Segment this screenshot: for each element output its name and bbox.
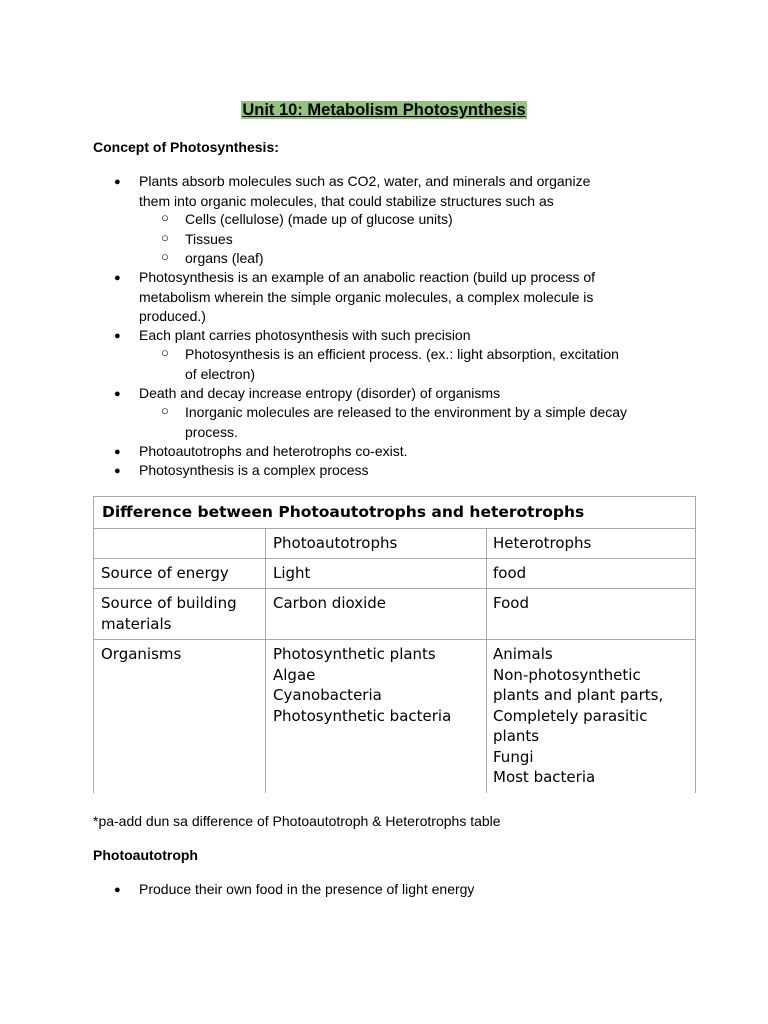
list-item: Photosynthesis is an example of an anabolic reaction (build up process of: [139, 269, 596, 285]
page-title: Unit 10: Metabolism Photosynthesis: [242, 101, 526, 119]
list-item: Each plant carries photosynthesis with such precision: [139, 327, 471, 343]
table-cell: Source of energy: [101, 564, 229, 582]
table-cell: Most bacteria: [493, 768, 596, 786]
bullet-icon: ●: [114, 884, 121, 896]
bullet-icon: ●: [114, 388, 121, 400]
bullet-icon: ●: [114, 272, 121, 284]
list-item: Photoautotrophs and heterotrophs co-exist.: [139, 443, 408, 459]
concept-heading: Concept of Photosynthesis:: [93, 139, 279, 155]
circle-bullet-icon: ○: [161, 345, 169, 360]
table-cell: Cyanobacteria: [273, 686, 382, 704]
list-item: Plants absorb molecules such as CO2, water, and minerals and organize: [139, 173, 591, 189]
table-cell: Animals: [493, 645, 553, 663]
list-item: Photosynthesis is a complex process: [139, 462, 369, 478]
table-cell: plants: [493, 727, 540, 745]
table-cell: Non-photosynthetic: [493, 665, 641, 684]
table-header: Heterotrophs: [493, 534, 592, 552]
list-item: Tissues: [185, 231, 233, 247]
table-header: Photoautotrophs: [273, 534, 398, 552]
comparison-table: [93, 496, 696, 793]
list-item: Photosynthesis is an efficient process. (ex.: light absorption, excitation: [185, 346, 619, 362]
circle-bullet-icon: ○: [161, 403, 169, 418]
circle-bullet-icon: ○: [161, 230, 169, 245]
bullet-icon: ●: [114, 330, 121, 342]
bullet-icon: ●: [114, 446, 121, 458]
list-item: organs (leaf): [185, 250, 264, 266]
list-item: them into organic molecules, that could stabilize structures such as: [139, 192, 554, 209]
table-cell: Photosynthetic plants: [273, 645, 436, 663]
table-caption: Difference between Photoautotrophs and heterotrophs: [102, 503, 585, 521]
list-item: of electron): [185, 365, 256, 382]
circle-bullet-icon: ○: [161, 249, 169, 264]
table-cell: Organisms: [101, 645, 182, 663]
bullet-icon: ●: [114, 465, 121, 477]
list-item: Inorganic molecules are released to the environment by a simple decay: [185, 404, 628, 420]
list-item: Death and decay increase entropy (disorder) of organisms: [139, 385, 501, 401]
table-cell: Food: [493, 594, 529, 612]
list-item: produced.): [139, 308, 206, 324]
table-cell: Light: [273, 564, 311, 582]
table-cell: Algae: [273, 665, 316, 684]
photoautotroph-heading: Photoautotroph: [93, 847, 198, 863]
table-cell: food: [493, 564, 527, 582]
list-item: process.: [185, 423, 238, 440]
table-cell: Photosynthetic bacteria: [273, 706, 452, 725]
note-text: *pa-add dun sa difference of Photoautotroph & Heterotrophs table: [93, 813, 501, 829]
table-cell: Carbon dioxide: [273, 594, 387, 612]
list-item: Produce their own food in the presence of light energy: [139, 881, 475, 897]
list-item: metabolism wherein the simple organic molecules, a complex molecule is: [139, 288, 594, 305]
table-cell: Fungi: [493, 747, 534, 766]
list-item: Cells (cellulose) (made up of glucose units): [185, 211, 453, 227]
bullet-icon: ●: [114, 176, 121, 188]
table-cell: Completely parasitic: [493, 706, 648, 725]
table-cell: materials: [101, 614, 172, 633]
table-cell: Source of building: [101, 594, 237, 612]
circle-bullet-icon: ○: [161, 210, 169, 225]
table-cell: plants and plant parts,: [493, 686, 664, 704]
